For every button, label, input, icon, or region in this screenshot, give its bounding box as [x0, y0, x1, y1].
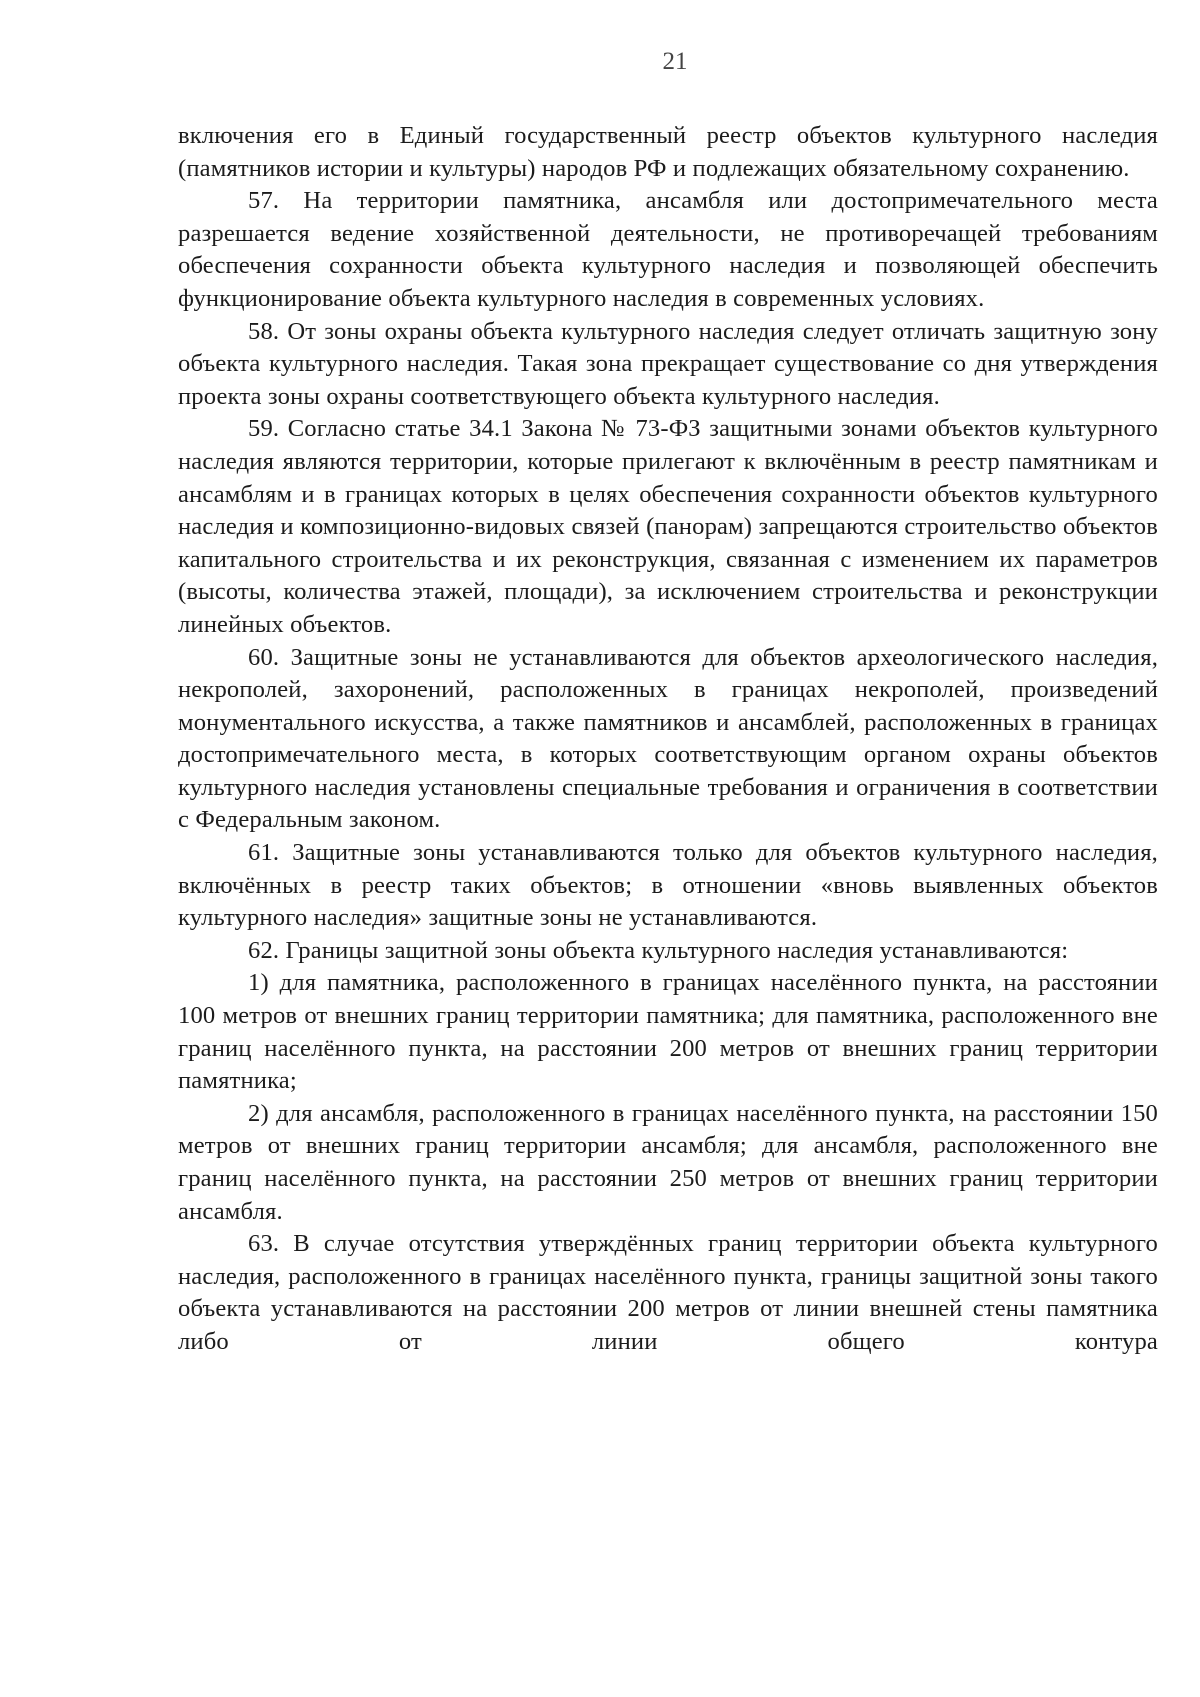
list-item-2: 2) для ансамбля, расположенного в границах населённого пункта, на расстоянии 150 метров от внешних границ территории ансамбля; для ансамбля, расположенного вне границ населённого пункта, на расстоянии 250 метров от внешних границ территории ансамбля. [178, 1099, 1158, 1225]
paragraph-57: 57. На территории памятника, ансамбля или достопримечательного места разрешается ведение хозяйственной деятельности, не противоречащей требованиям обеспечения сохранности объекта культурного наследия и позволяющей обеспечить функционирование объекта культурного наследия в современных условиях. [178, 187, 1158, 312]
paragraph-60: 60. Защитные зоны не устанавливаются для объектов археологического наследия, некрополей, захоронений, расположенных в границах некрополей, произведений монументального искусства, а также памятников и ансамблей, расположенных в границах достопримечательного места, в которых соответствующим органом охраны объектов культурного наследия установлены специальные требования и ограничения в соответствии с Федеральным законом. [178, 643, 1158, 834]
paragraph-61: 61. Защитные зоны устанавливаются только для объектов культурного наследия, включённых в реестр таких объектов; в отношении «вновь выявленных объектов культурного наследия» защитные зоны не устанавливаются. [178, 839, 1158, 932]
paragraph-63: 63. В случае отсутствия утверждённых границ территории объекта культурного наследия, расположенного в границах населённого пункта, границы защитной зоны такого объекта устанавливаются на расстоянии 200 метров от линии внешней стены памятника либо от линии общего контура [178, 1230, 1158, 1355]
document-body [178, 120, 1158, 1359]
list-item-1: 1) для памятника, расположенного в границах населённого пункта, на расстоянии 100 метров от внешних границ территории памятника; для памятника, расположенного вне границ населённого пункта, на расстоянии 200 метров от внешних границ территории памятника; [178, 969, 1158, 1095]
paragraph-59: 59. Согласно статье 34.1 Закона № 73-ФЗ защитными зонами объектов культурного наследия являются территории, которые прилегают к включённым в реестр памятникам и ансамблям и в границах которых в целях обеспечения сохранности объектов культурного наследия и композиционно-видовых связей (панорам) запрещаются строительство объектов капитального строительства и их реконструкция, связанная с изменением их параметров (высоты, количества этажей, площади), за исключением строительства и реконструкции линейных объектов. [178, 415, 1158, 638]
paragraph-58: 58. От зоны охраны объекта культурного наследия следует отличать защитную зону объекта культурного наследия. Такая зона прекращает существование со дня утверждения проекта зоны охраны соответствующего объекта культурного наследия. [178, 317, 1158, 410]
paragraph-62: 62. Границы защитной зоны объекта культурного наследия устанавливаются: [248, 936, 1069, 964]
page-number: 21 [662, 48, 688, 75]
paragraph-continuation: включения его в Единый государственный реестр объектов культурного наследия (памятников истории и культуры) народов РФ и подлежащих обязательному сохранению. [178, 122, 1158, 182]
